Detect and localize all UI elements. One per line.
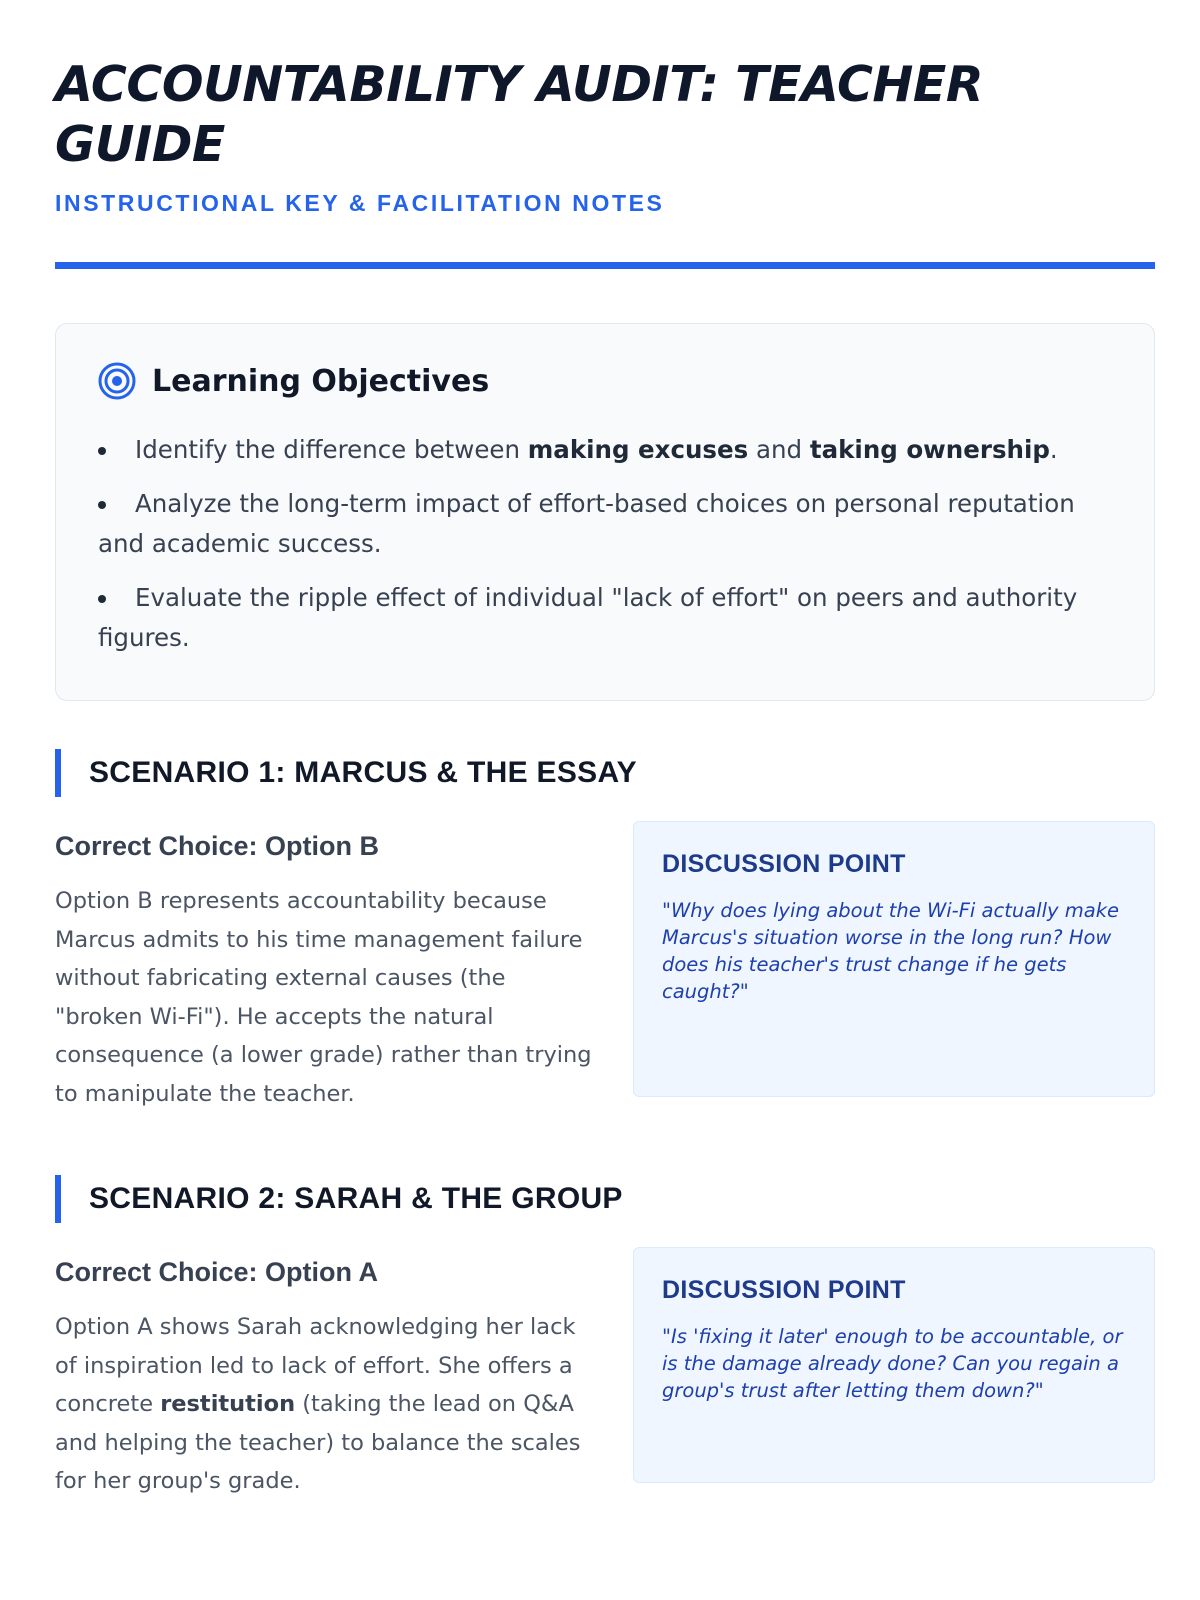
scenario-heading [55,1175,623,1223]
objective-item: Identify the difference between making excuses and taking ownership. [98,430,1118,470]
discussion-label: DISCUSSION POINT [662,1276,906,1304]
scenario-answer [55,831,595,1113]
discussion-quote: "Is 'fixing it later' enough to be accountable, or is the damage already done? Can you regain a group's trust after letting them down?" [662,1325,1123,1402]
objectives-list [98,430,1118,672]
discussion-label: DISCUSSION POINT [662,850,906,878]
header-divider [55,262,1155,269]
objective-item: Analyze the long-term impact of effort-based choices on personal reputation and academic success. [98,489,1075,558]
scenario-title: SCENARIO 1: MARCUS & THE ESSAY [89,756,637,789]
bullet-dot [98,501,106,509]
scenario-answer [55,1257,595,1501]
page-title: ACCOUNTABILITY AUDIT: TEACHER GUIDE [55,56,984,173]
discussion-point-box [633,1247,1155,1483]
scenario-accent-bar [55,1175,61,1223]
objectives-header [98,362,489,400]
discussion-point-box [633,821,1155,1097]
objective-item: Evaluate the ripple effect of individual "lack of effort" on peers and authority figures. [98,583,1078,652]
scenario-title: SCENARIO 2: SARAH & THE GROUP [89,1182,623,1215]
target-icon [98,362,136,400]
page-subtitle: INSTRUCTIONAL KEY & FACILITATION NOTES [55,190,665,216]
scenario-heading [55,749,637,797]
scenario-accent-bar [55,749,61,797]
choice-explanation: Option A shows Sarah acknowledging her lack of inspiration led to lack of effort. She offers a concrete restitution (taking the lead on Q&A and helping the teacher) to balance the scales for her group's grade. [55,1314,581,1494]
bullet-dot [98,447,106,455]
correct-choice: Correct Choice: Option A [55,1257,379,1287]
choice-explanation: Option B represents accountability because Marcus admits to his time management failure without fabricating external causes (the "broken Wi-Fi"). He accepts the natural consequence (a lower grade) rather than trying to manipulate the teacher. [55,888,592,1107]
learning-objectives-panel [55,323,1155,701]
objectives-title: Learning Objectives [152,363,490,399]
bullet-dot [98,595,106,603]
correct-choice: Correct Choice: Option B [55,831,380,861]
discussion-quote: "Why does lying about the Wi-Fi actually make Marcus's situation worse in the long run? How does his teacher's trust change if he gets caught?" [662,899,1119,1003]
